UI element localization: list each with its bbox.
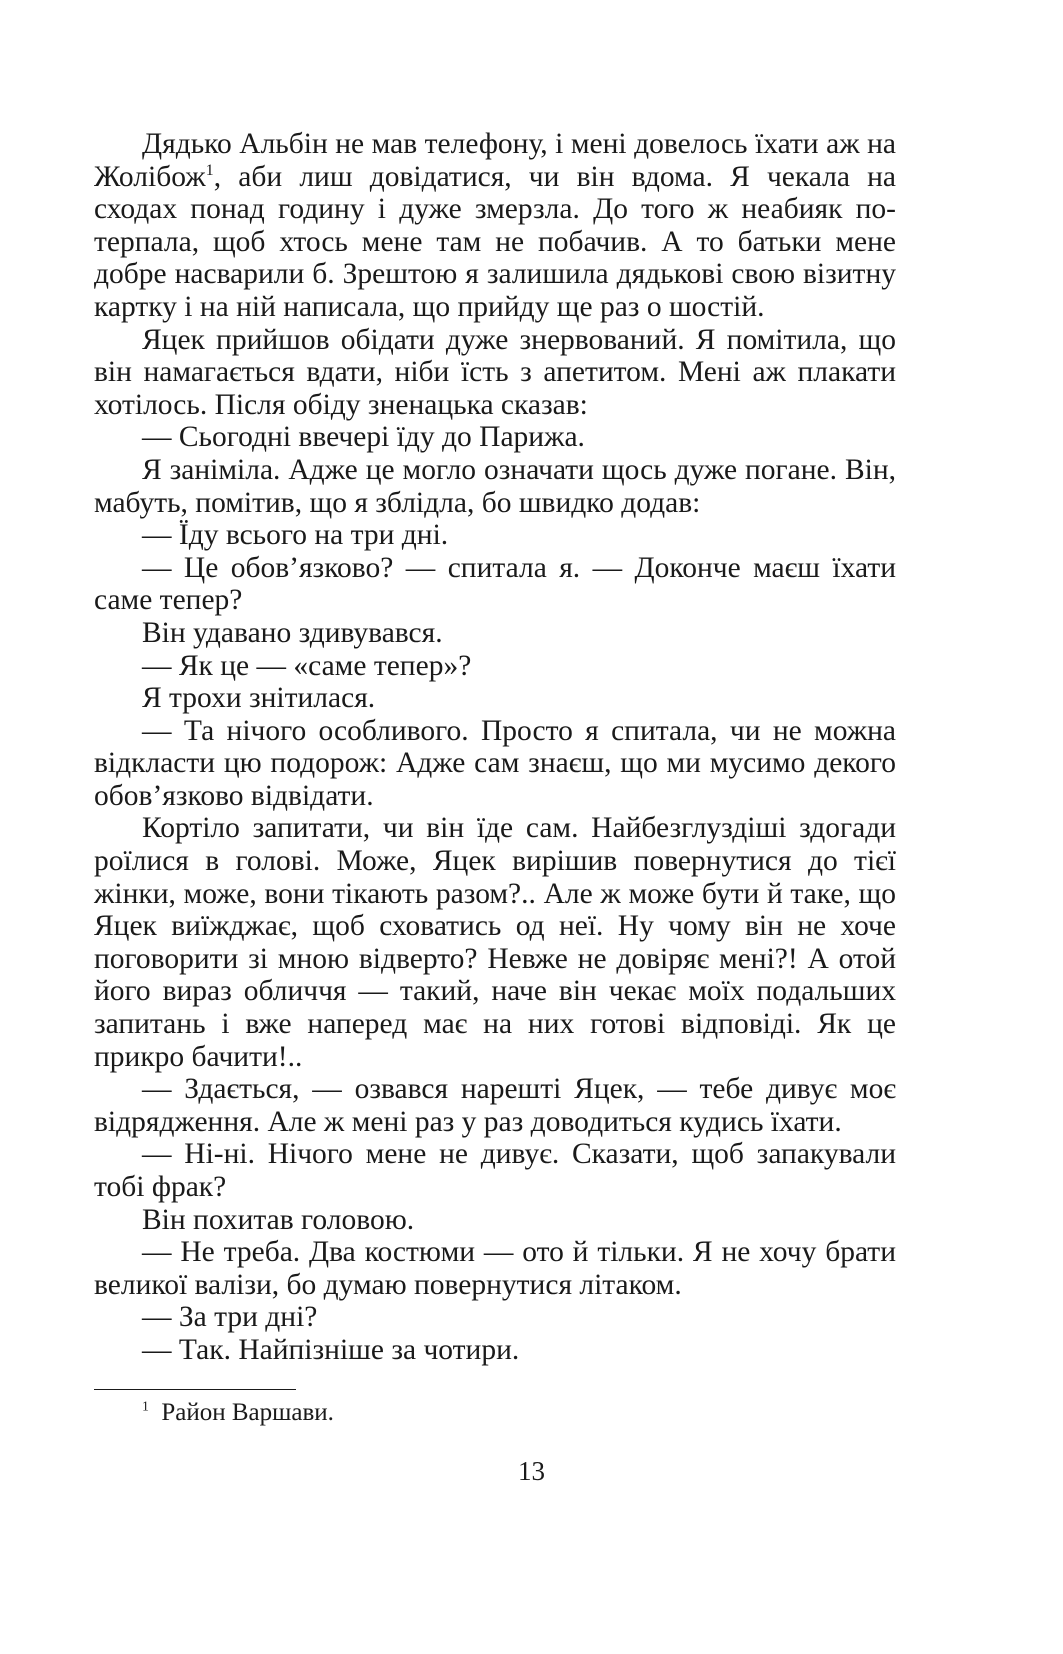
paragraph: Я трохи знітилася. [142, 682, 376, 715]
page-number: 13 [518, 1456, 545, 1486]
footnote [142, 1398, 334, 1428]
footnote-divider [94, 1389, 296, 1390]
dialogue-line: — Здається, — озвався нарешті Яцек, — тебе дивує моє відрядження. Але ж мені раз у раз доводиться кудись їхати. [94, 1073, 896, 1138]
paragraph-text: , аби лиш довідатися, чи він вдома. Я чекала на сходах понад годину і дуже змерзла. До того ж неабияк потерпала, щоб хтось мене там не побачив. А то батьки мене добре насварили б. Зрештою я залишила дядькові свою візитну картку і на ній написала, що прийду ще раз о шостій. [94, 160, 896, 323]
footnote-reference: 1 [205, 160, 214, 179]
paragraph-text: Дядько Альбін не мав телефону, і мені довелось їхати аж на Жолібож [94, 128, 896, 193]
paragraph: Кортіло запитати, чи він їде сам. Найбезглуздіші здогади роїлися в голові. Може, Яцек вирішив повернутися до тієї жінки, може, вони тікають разом?.. Але ж може бути й таке, що Яцек виїжджає, щоб сховатись од неї. Ну чому він не хоче поговорити зі мною відверто? Невже не довіряє мені?! А отой його вираз обличчя — такий, наче він чекає моїх подальших запитань і вже наперед має на них готові відповіді. Як це прикро бачити!.. [94, 812, 896, 1073]
paragraph: Яцек прийшов обідати дуже знервований. Я помітила, що він намагається вдати, ніби їсть з апетитом. Мені аж плакати хотілось. Після обіду зненацька сказав: [94, 323, 896, 421]
footnote-marker: 1 [142, 1398, 149, 1414]
paragraph: Він похитав головою. [142, 1203, 415, 1236]
dialogue-line: — Сьогодні ввечері їду до Парижа. [142, 421, 585, 454]
dialogue-line: — Так. Найпізніше за чотири. [142, 1333, 520, 1366]
dialogue-line: — Це обов’язково? — спитала я. — Доконче маєш їхати саме тепер? [94, 551, 896, 617]
main-text [94, 128, 896, 1367]
dialogue-line: — Ні-ні. Нічого мене не дивує. Сказати, щоб запакували тобі фрак? [94, 1138, 896, 1203]
footnote-text: Район Варшави. [161, 1399, 334, 1426]
dialogue-line: — Та нічого особливого. Просто я спитала, чи не можна відкласти цю подорож: Адже сам знаєш, що ми мусимо декого обов’язково відвідати. [94, 714, 896, 812]
paragraph: Я заніміла. Адже це могло означати щось дуже погане. Він, мабуть, помітив, що я зблідла, бо швидко додав: [94, 453, 896, 519]
dialogue-line: — Їду всього на три дні. [142, 519, 449, 552]
dialogue-line: — Не треба. Два костюми — ото й тільки. Я не хочу брати великої валізи, бо думаю повернутися літаком. [94, 1236, 896, 1301]
paragraph: Він удавано здивувався. [142, 616, 443, 649]
dialogue-line: — За три дні? [142, 1301, 318, 1334]
dialogue-line: — Як це — «саме тепер»? [142, 649, 472, 682]
paragraph [94, 128, 896, 324]
